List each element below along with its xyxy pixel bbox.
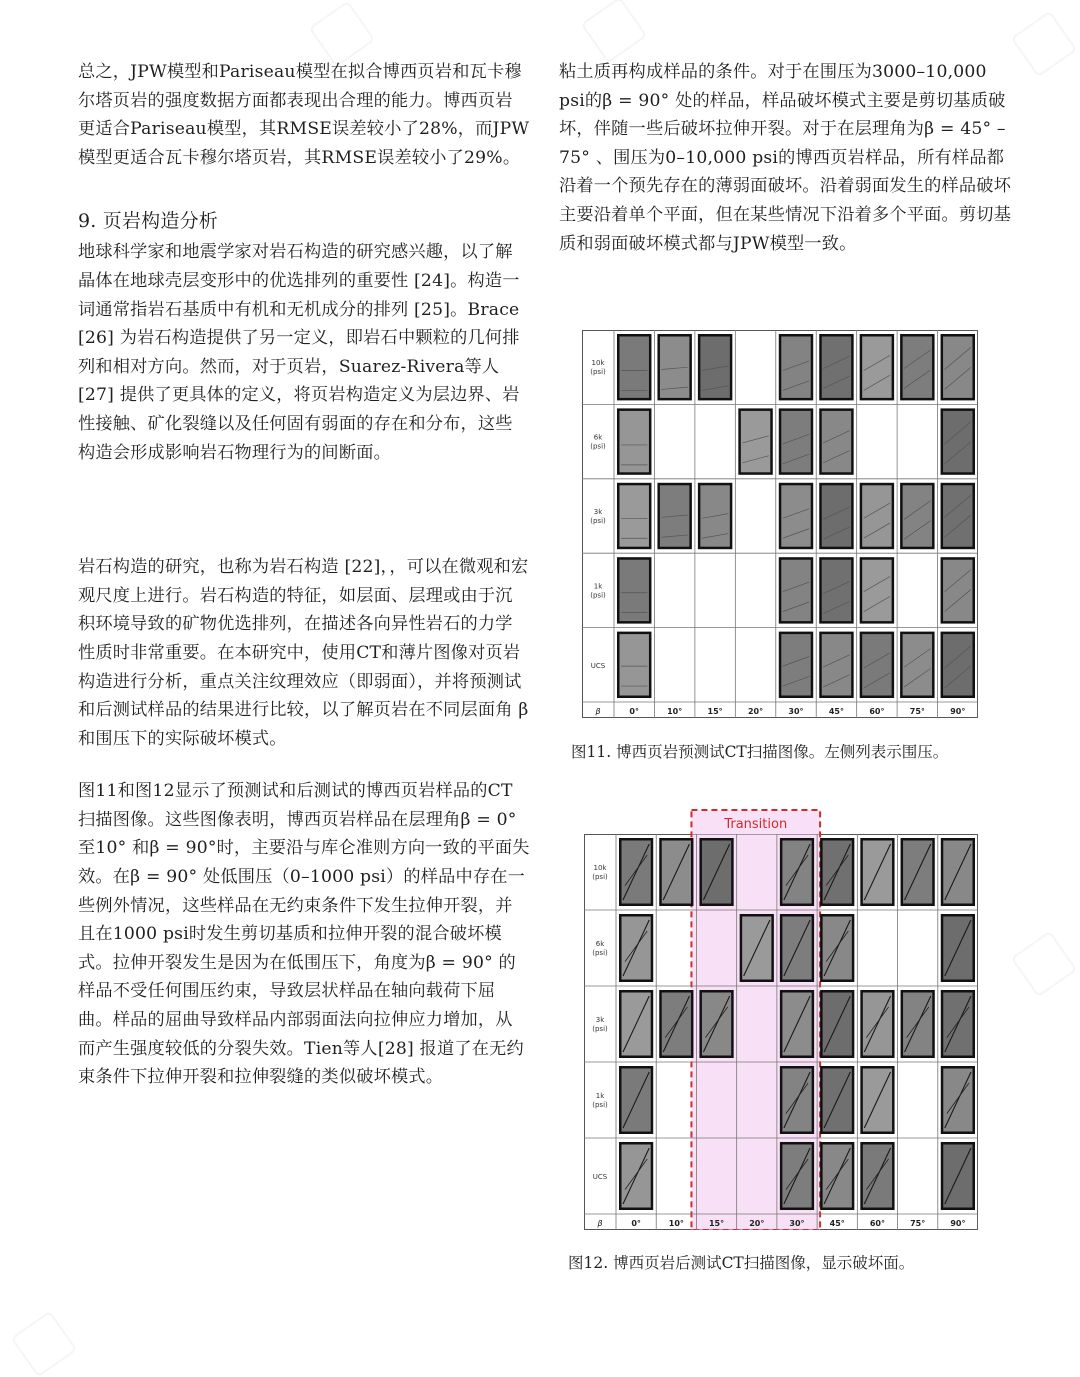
row-label-unit: (psi): [590, 368, 606, 377]
beta-label: β: [595, 707, 601, 716]
specimen-image: [900, 483, 934, 549]
specimen-image: [779, 483, 813, 549]
specimen-image: [860, 557, 894, 623]
watermark-logo: [11, 1311, 78, 1377]
row-label: 10k: [591, 359, 605, 368]
section-heading: 9. 页岩构造分析: [78, 210, 218, 233]
specimen-image: [941, 557, 975, 623]
figure-12-caption: 图12. 博西页岩后测试CT扫描图像，显示破坏面。: [568, 1254, 915, 1272]
specimen-image: [619, 1142, 653, 1210]
specimen-image: [779, 408, 813, 474]
angle-label: 60°: [869, 707, 885, 716]
specimen-image: [738, 408, 772, 474]
row-label: 3k: [593, 508, 603, 516]
specimen-image: [820, 1066, 854, 1134]
specimen-image: [900, 632, 934, 698]
specimen-image: [941, 1066, 975, 1134]
paragraph: 岩石构造的研究，也称为岩石构造 [22]，，可以在微观和宏观尺度上进行。岩石构造的特征，如层面、层理或由于沉积环境导致的矿物优选排列，在描述各向异性岩石的力学性质时非常重要。在本研究中，使用CT和薄片图像对页岩构造进行分析，重点关注纹理效应（即弱面），并将预测试和后测试样品的结果进行比较，以了解页岩在不同层面角 β 和围压下的实际破坏模式。: [78, 557, 529, 749]
row-label: 6k: [595, 940, 605, 948]
specimen-image: [941, 334, 975, 400]
specimen-image: [619, 1066, 653, 1134]
specimen-image: [740, 914, 774, 982]
specimen-image: [780, 914, 814, 982]
specimen-image: [659, 990, 693, 1058]
angle-label: 20°: [747, 707, 764, 716]
specimen-image: [779, 334, 813, 400]
row-label: 10k: [593, 864, 607, 872]
specimen-image: [659, 838, 693, 906]
angle-label: 20°: [749, 1219, 765, 1228]
specimen-image: [820, 990, 854, 1058]
angle-label: 30°: [788, 707, 804, 716]
angle-label: 10°: [667, 707, 683, 716]
specimen-image: [941, 632, 975, 698]
specimen-image: [819, 334, 853, 400]
specimen-image: [860, 632, 894, 698]
specimen-image: [619, 838, 653, 906]
specimen-image: [617, 334, 651, 400]
figure-11-caption: 图11. 博西页岩预测试CT扫描图像。左侧列表示围压。: [571, 743, 949, 761]
watermark-logo: [1011, 11, 1078, 78]
specimen-image: [860, 990, 894, 1058]
figure-11: [582, 330, 978, 718]
specimen-image: [901, 990, 935, 1058]
angle-label: 30°: [789, 1219, 805, 1228]
row-label: 1k: [593, 582, 603, 591]
figure-11-grid: [582, 330, 978, 718]
specimen-image: [780, 1142, 814, 1210]
paragraph: 图11和图12显示了预测试和后测试的博西页岩样品的CT扫描图像。这些图像表明，博西页岩样品在层理角β = 0° 至10° 和β = 90°时，主要沿与库仑准则方向一致的平面失效。在β = 90° 处低围压（0–1000 psi）的样品中存在一些例外情况，这些样品在无约束条件下发生拉伸开裂，并且在1000 psi时发生剪切基质和拉伸开裂的混合破坏模式。拉伸开裂发生是因为在低围压下，角度为β = 90° 的样品不受任何围压约束，导致层状样品在轴向载荷下屈曲。样品的屈曲导致样品内部弱面法向拉伸应力增加，从而产生强度较低的分裂失效。Tien等人[28] 报道了在无约束条件下拉伸开裂和拉伸裂缝的类似破坏模式。: [78, 781, 530, 1088]
row-label: 6k: [593, 433, 603, 442]
row-label: 3k: [595, 1016, 605, 1024]
watermark-logo: [1011, 931, 1078, 998]
specimen-image: [617, 408, 651, 474]
specimen-image: [780, 838, 814, 906]
specimen-image: [698, 483, 732, 549]
row-label: UCS: [592, 1173, 608, 1181]
specimen-image: [820, 1142, 854, 1210]
angle-label: 45°: [829, 1219, 845, 1228]
specimen-image: [698, 334, 732, 400]
angle-label: 75°: [909, 707, 925, 716]
angle-label: 0°: [631, 1219, 641, 1228]
specimen-image: [617, 557, 651, 623]
specimen-image: [941, 838, 975, 906]
specimen-image: [941, 1142, 975, 1210]
row-label-unit: (psi): [590, 591, 606, 600]
specimen-image: [619, 990, 653, 1058]
figure-12-grid: [584, 808, 978, 1230]
specimen-image: [820, 914, 854, 982]
specimen-image: [819, 408, 853, 474]
specimen-image: [860, 838, 894, 906]
specimen-image: [819, 632, 853, 698]
specimen-image: [860, 1066, 894, 1134]
transition-label: Transition: [724, 817, 788, 832]
specimen-image: [780, 1066, 814, 1134]
angle-label: 45°: [828, 707, 845, 716]
row-label-unit: (psi): [592, 1101, 608, 1109]
angle-label: 90°: [950, 1219, 966, 1228]
specimen-image: [779, 632, 813, 698]
paragraph: 地球科学家和地震学家对岩石构造的研究感兴趣，以了解晶体在地球壳层变形中的优选排列的重要性 [24]。构造一词通常指岩石基质中有机和无机成分的排列 [25]。Brace [26] 为岩石构造提供了另一定义，即岩石中颗粒的几何排列和相对方向。然而，对于页岩，Suarez-Rivera等人 [27] 提供了更具体的定义，将页岩构造定义为层边界、岩性接触、矿化裂缝以及任何固有弱面的存在和分布，这些构造会形成影响岩石物理行为的间断面。: [78, 242, 520, 463]
specimen-image: [941, 914, 975, 982]
specimen-image: [941, 408, 975, 474]
angle-label: 0°: [629, 707, 640, 716]
angle-label: 15°: [707, 707, 723, 716]
row-label-unit: (psi): [592, 949, 608, 957]
row-label-unit: (psi): [592, 873, 608, 881]
angle-label: 15°: [708, 1219, 725, 1228]
row-label: UCS: [590, 661, 606, 670]
beta-label: β: [597, 1219, 603, 1228]
figure-12: [584, 808, 978, 1230]
row-label-unit: (psi): [590, 442, 606, 451]
specimen-image: [779, 557, 813, 623]
angle-label: 75°: [910, 1219, 926, 1228]
row-label-unit: (psi): [590, 517, 606, 525]
specimen-image: [860, 1142, 894, 1210]
paragraph: 总之，JPW模型和Pariseau模型在拟合博西页岩和瓦卡穆尔塔页岩的强度数据方面都表现出合理的能力。博西页岩更适合Pariseau模型，其RMSE误差较小了28%，而JPW模型更适合瓦卡穆尔塔页岩，其RMSE误差较小了29%。: [78, 62, 530, 168]
left-column: [78, 58, 530, 1092]
angle-label: 60°: [869, 1219, 886, 1228]
specimen-image: [619, 914, 653, 982]
specimen-image: [657, 334, 691, 400]
specimen-image: [657, 483, 691, 549]
right-column: [559, 58, 1014, 258]
specimen-image: [941, 483, 975, 549]
specimen-image: [617, 483, 651, 549]
specimen-image: [860, 334, 894, 400]
specimen-image: [900, 334, 934, 400]
angle-label: 10°: [668, 1219, 684, 1228]
watermark-logo: [581, 0, 648, 63]
specimen-image: [819, 483, 853, 549]
specimen-image: [617, 632, 651, 698]
row-label-unit: (psi): [592, 1025, 608, 1033]
specimen-image: [901, 838, 935, 906]
specimen-image: [699, 838, 733, 906]
specimen-image: [699, 990, 733, 1058]
specimen-image: [819, 557, 853, 623]
specimen-image: [780, 990, 814, 1058]
specimen-image: [820, 838, 854, 906]
specimen-image: [860, 483, 894, 549]
row-label: 1k: [595, 1092, 605, 1100]
paragraph: 粘土质再构成样品的条件。对于在围压为3000–10,000 psi的β = 90° 处的样品，样品破坏模式主要是剪切基质破坏，伴随一些后破坏拉伸开裂。对于在层理角为β = 45° – 75° 、围压为0–10,000 psi的博西页岩样品，所有样品都沿着一个预先存在的薄弱面破坏。沿着弱面发生的样品破坏主要沿着单个平面，但在某些情况下沿着多个平面。剪切基质和弱面破坏模式都与JPW模型一致。: [559, 62, 1012, 254]
angle-label: 90°: [950, 707, 966, 716]
specimen-image: [941, 990, 975, 1058]
